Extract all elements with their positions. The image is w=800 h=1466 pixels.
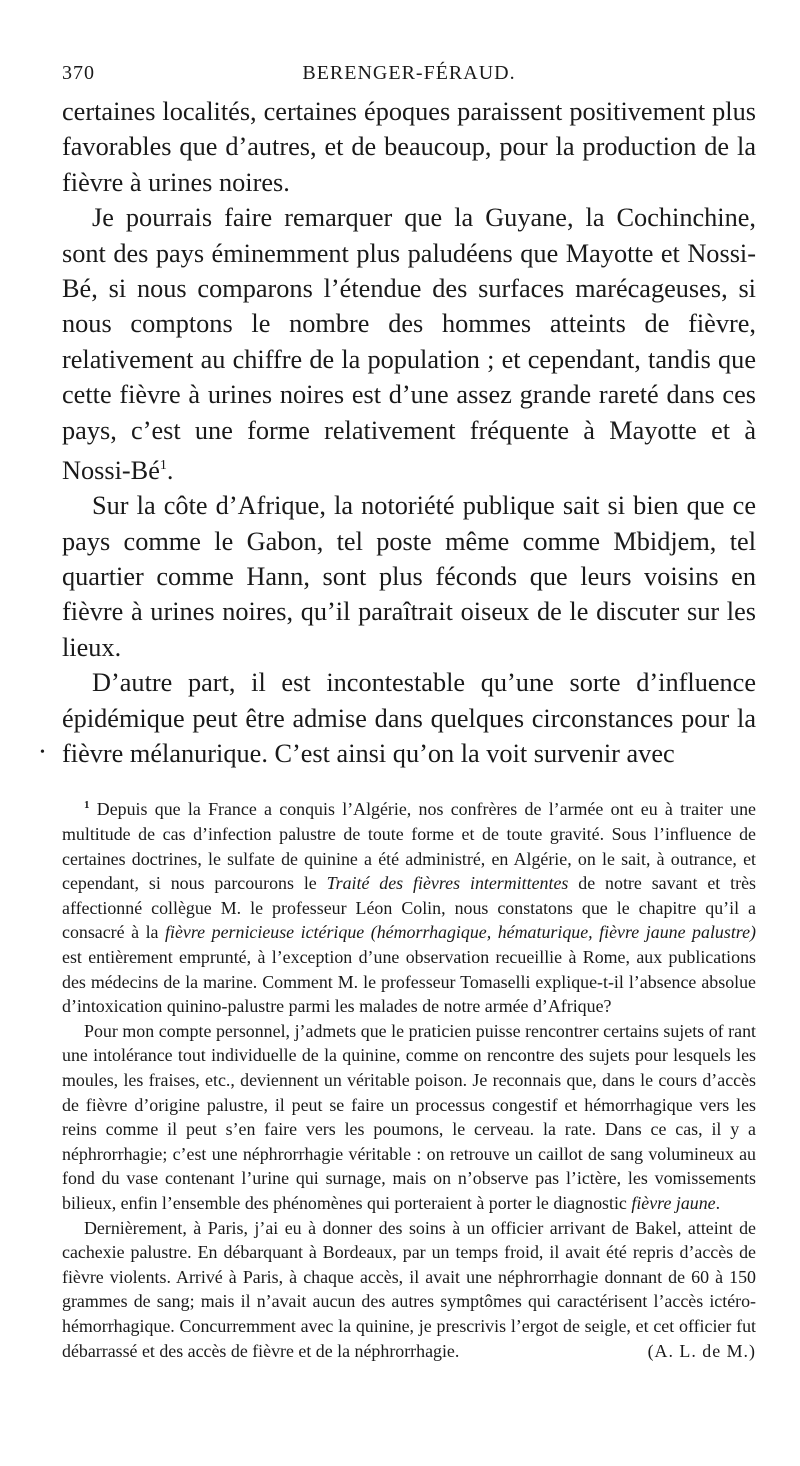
paragraph-1: certaines localités, certaines époques paraissent positivement plus favorables que d’autres, et de beaucoup, pour la production de la fièvre à urines noires.	[62, 97, 756, 197]
paragraph-2	[62, 200, 756, 488]
signature: (A. L. de M.)	[647, 1340, 756, 1361]
footnote-1-text-b: de notre savant et très affectionné collègue M. le professeur Léon Colin, nous constatons que le chapitre qu’il a consacré à la	[62, 873, 756, 943]
page-header	[62, 62, 756, 94]
paragraph-3: Sur la côte d’Afrique, la notoriété publique sait si bien que ce pays comme le Gabon, tel poste même comme Mbidjem, tel quartier comme Hann, sont plus féconds que leurs voisins en fièvre à urines noires, qu’il paraîtrait oiseux de le discuter sur les lieux.	[62, 491, 756, 662]
footnote-1-text-a: Depuis que la France a conquis l’Algérie, nos confrères de l’armée ont eu à traiter une multitude de cas d’infection palustre de toute forme et de toute gravité. Sous l’influence de certaines doctrines, le sulfate de quinine a été administré, en Algérie, on le sait, à outrance, et cependant, si nous parcourons le	[62, 799, 756, 894]
paragraph-2-end: .	[166, 455, 174, 485]
footnote-mark: 1	[84, 799, 90, 812]
book-title: Traité des fièvres intermittentes	[326, 873, 569, 894]
page-number: 370	[62, 62, 95, 84]
paragraph-4: D’autre part, il est incontestable qu’une sorte d’influence épidémique peut être admise dans quelques circonstances pour la fièvre mélanurique. C’est ainsi qu’on la voit survenir avec	[62, 668, 756, 769]
chapter-title: fièvre pernicieuse ictérique (hémorrhagique, hématurique, fièvre jaune palustre)	[165, 922, 756, 943]
running-title: BERENGER-FÉRAUD.	[302, 62, 516, 84]
footnote-paragraph-2	[62, 1019, 756, 1216]
footnote-2-text: Pour mon compte personnel, j’admets que le praticien puisse rencontrer certains sujets of rant une intolérance tout individuelle de la quinine, comme on rencontre des sujets pour lesquels les moules, les fraises, etc., deviennent un véritable poison. Je reconnais que, dans le cours d’accès de fièvre d’origine palustre, il peut se faire un processus congestif et hémorrhagique vers les reins comme il peut s’en faire vers les poumons, le cerveau. la rate. Dans ce cas, il y a néphrorrhagie; c’est une néphrorrhagie véritable : on retrouve un caillot de sang volumineux au fond du vase contenant l’urine qui surnage, mais on n’observe pas l’ictère, les vomissements bilieux, enfin l’ensemble des phénomènes qui porteraient à porter le diagnostic	[62, 1020, 756, 1213]
footnotes	[62, 793, 756, 1363]
footnote-2-end: .	[715, 1192, 721, 1213]
footnote-1-text-d: est entièrement emprunté, à l’exception d’une observation recueillie à Rome, aux publications des médecins de la marine. Comment M. le professeur Tomaselli explique-t-il l’absence absolue d’intoxication quinino-palustre parmi les malades de notre armée d’Afrique?	[62, 947, 756, 1017]
margin-dot: •	[40, 745, 45, 760]
diagnosis-term: fièvre jaune	[631, 1192, 716, 1213]
main-text	[62, 94, 756, 771]
footnote-1	[62, 793, 756, 1018]
footnote-paragraph-3	[62, 1216, 756, 1364]
footnote-3-text: Dernièrement, à Paris, j’ai eu à donner des soins à un officier arrivant de Bakel, atteint de cachexie palustre. En débarquant à Bordeaux, par un temps froid, il avait été repris d’accès de fièvre violents. Arrivé à Paris, à chaque accès, il avait une néphrorrhagie donnant de 60 à 150 grammes de sang; mais il n’avait aucun des autres symptômes qui caractérisent l’accès ictéro-hémorrhagique. Concurremment avec la quinine, je prescrivis l’ergot de seigle, et cet officier fut débarrassé et des accès de fièvre et de la néphrorrhagie.	[62, 1217, 756, 1361]
paragraph-2-text: Je pourrais faire remarquer que la Guyane, la Cochinchine, sont des pays éminemment plus paludéens que Mayotte et Nossi-Bé, si nous comparons l’étendue des surfaces marécageuses, si nous comptons le nombre des hommes atteints de fièvre, relativement au chiffre de la population ; et cependant, tandis que cette fièvre à urines noires est d’une assez grande rareté dans ces pays, c’est une forme relativement fréquente à Mayotte et à Nossi-Bé	[62, 203, 756, 485]
footnote-reference: 1	[159, 458, 167, 474]
